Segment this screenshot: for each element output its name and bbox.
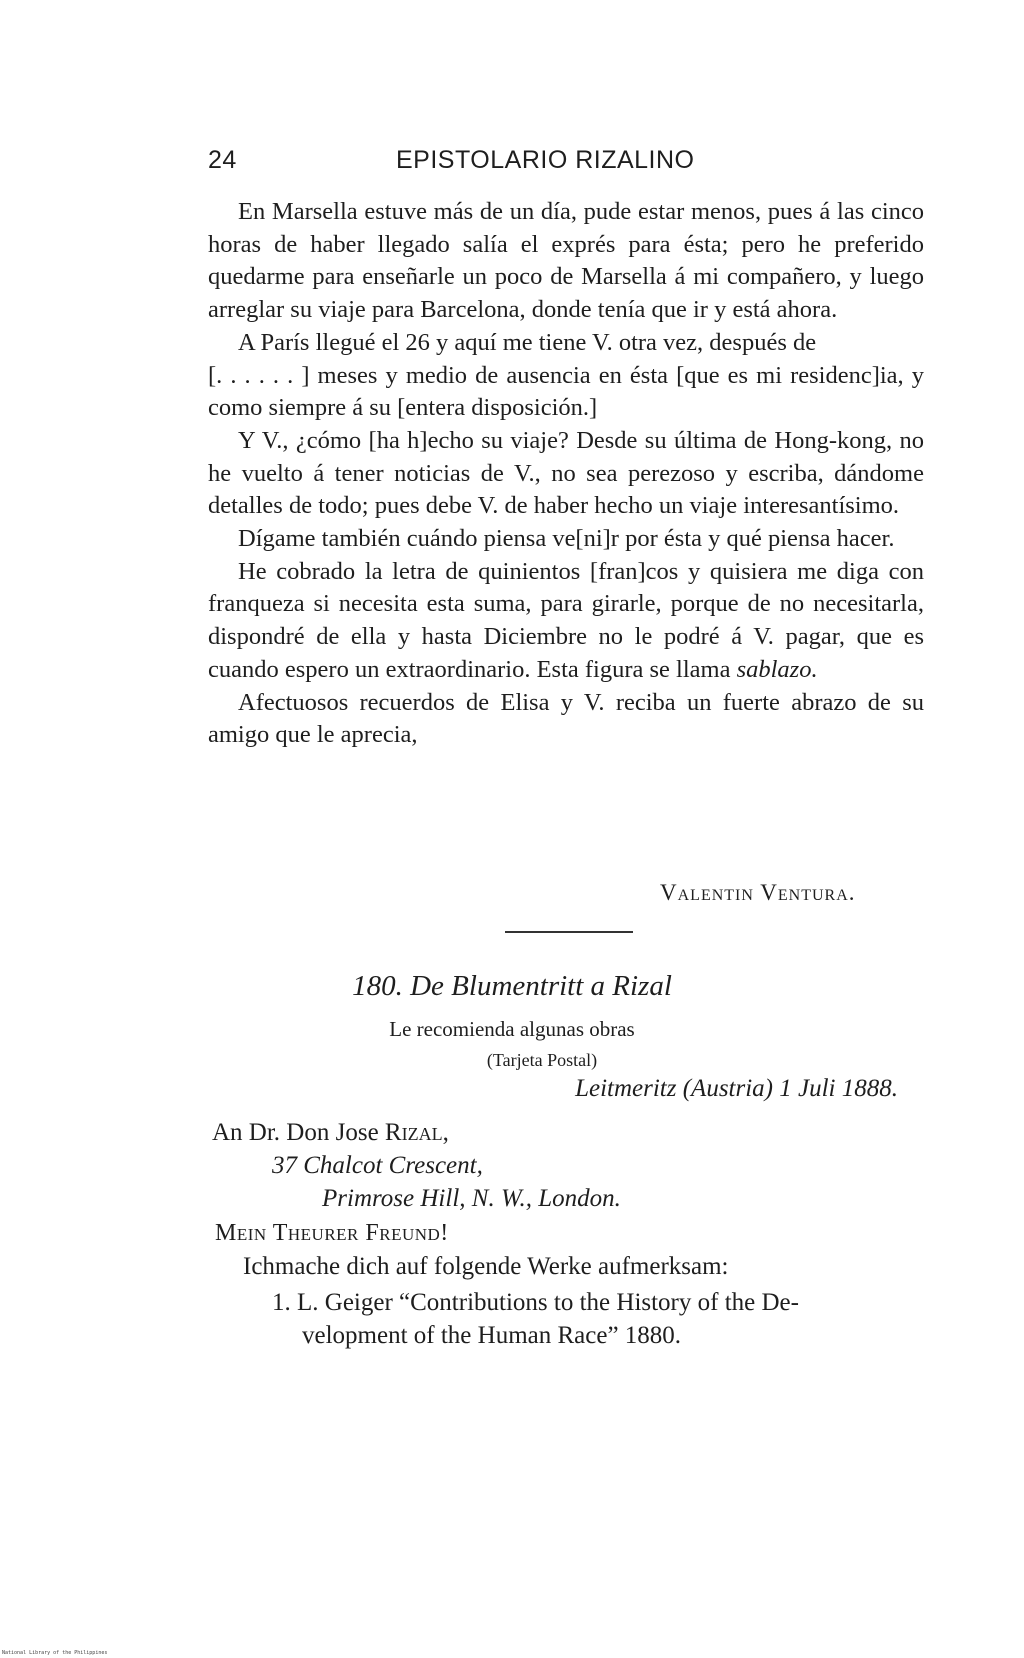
address-line-2: 37 Chalcot Crescent, — [272, 1152, 483, 1179]
paragraph-text: He cobrado la letra de quinientos [fran]cos y quisiera me diga con franqueza si necesita esta suma, para girarle, porque de no necesitarla, dispondré de ella y hasta Diciembre no le podré á V. pagar, que es cuando espero un extraordinario. Esta figura se llama — [208, 557, 924, 683]
address-block — [212, 1116, 621, 1215]
list-item — [272, 1286, 924, 1352]
address-line-1 — [212, 1116, 621, 1149]
list-item-line: velopment of the Human Race” 1880. — [302, 1322, 682, 1349]
salutation: Mein Theurer Freund! — [215, 1220, 449, 1246]
signature: Valentin Ventura. — [660, 880, 856, 905]
page-number: 24 — [208, 146, 237, 174]
page-header — [208, 146, 924, 180]
paragraph: Y V., ¿cómo [ha h]echo su viaje? Desde su última de Hong-kong, no he vuelto á tener noticias de V., no sea perezoso y escriba, dándome detalles de todo; pues debe V. de haber hecho un viaje interesantísimo. — [208, 426, 924, 520]
address-name: Rizal, — [384, 1119, 449, 1146]
paragraph: En Marsella estuve más de un día, pude estar menos, pues á las cinco horas de haber llegado salía el exprés para ésta; pero he preferido quedarme para enseñarle un poco de Marsella á mi compañero, y luego arreglar su viaje para Barcelona, donde tenía que ir y está ahora. — [208, 198, 924, 324]
paragraph — [208, 556, 924, 687]
card-type: (Tarjeta Postal) — [486, 1050, 598, 1070]
letter-ventura — [208, 196, 924, 752]
address-prefix: An Dr. Don Jose — [212, 1119, 385, 1146]
intro-line: Ichmache dich auf folgende Werke aufmerksam: — [243, 1253, 729, 1280]
paragraph: Afectuosos recuerdos de Elisa y V. reciba un fuerte abrazo de su amigo que le aprecia, — [208, 688, 924, 749]
place-date: Leitmeritz (Austria) 1 Juli 1888. — [575, 1075, 898, 1102]
letter-summary: Le recomienda algunas obras — [389, 1017, 635, 1041]
address-line-3: Primrose Hill, N. W., London. — [322, 1185, 621, 1212]
running-title: EPISTOLARIO RIZALINO — [396, 146, 695, 174]
paragraph: [. . . . . . ] meses y medio de ausencia en ésta [que es mi residenc]ia, y como siempre á su [entera disposición.] — [208, 361, 924, 422]
letter-title: 180. De Blumentritt a Rizal — [352, 970, 672, 1002]
paragraph: Dígame también cuándo piensa ve[ni]r por ésta y qué piensa hacer. — [238, 525, 895, 553]
paragraph: A París llegué el 26 y aquí me tiene V. otra vez, después de — [238, 328, 817, 356]
list-item-line: 1. L. Geiger “Contributions to the History of the De- — [272, 1289, 799, 1316]
library-stamp: National Library of the Philippines — [2, 1650, 108, 1656]
section-divider — [505, 931, 633, 933]
italic-word: sablazo. — [736, 655, 818, 683]
